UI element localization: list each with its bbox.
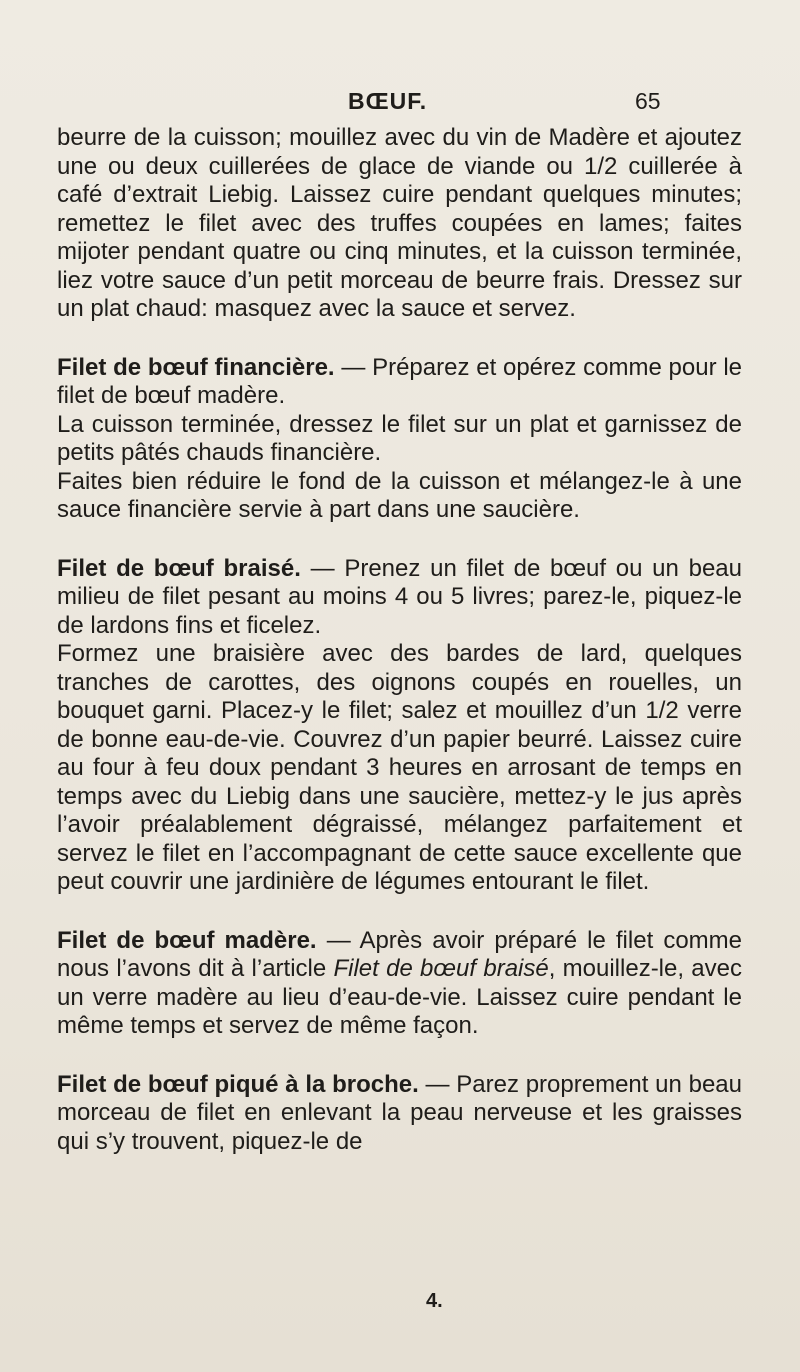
- recipe-title: Filet de bœuf piqué à la broche.: [57, 1070, 419, 1098]
- page-number: 65: [635, 88, 661, 114]
- recipe-text: — Parez proprement un beau morceau de filet en enlevant la peau nerveuse et les graisses qui s’y trouvent, piquez-le de: [57, 1070, 743, 1155]
- recipe-filet-braise: [57, 555, 742, 641]
- paragraph-text: beurre de la cuisson; mouillez avec du vin de Madère et ajoutez une ou deux cuillerées de glace de viande ou 1/2 cuillerée à café d’extrait Liebig. Laissez cuire pendant quelques minutes; remettez le filet avec des truffes coupées en lames; faites mijoter pendant quatre ou cinq minutes, et la cuisson terminée, liez votre sauce d’un petit morceau de beurre frais. Dressez sur un plat chaud: masquez avec la sauce et servez.: [57, 124, 742, 322]
- paragraph: [57, 411, 742, 468]
- recipe-text: — Préparez et opérez comme pour le filet de bœuf madère.: [57, 353, 742, 409]
- recipe-title: Filet de bœuf financière.: [57, 353, 335, 381]
- paragraph-text: Faites bien réduire le fond de la cuisson et mélangez-le à une sauce financière servie à part dans une saucière.: [57, 467, 742, 523]
- running-head: [0, 88, 800, 116]
- recipe-text: — Prenez un filet de bœuf ou un beau milieu de filet pesant au moins 4 ou 5 livres; parez-le, piquez-le de lardons fins et ficelez.: [57, 554, 742, 639]
- recipe-filet-financiere: [57, 354, 742, 411]
- paragraph: [57, 640, 742, 897]
- paragraph: [57, 468, 742, 525]
- cross-reference: Filet de bœuf braisé: [333, 955, 549, 982]
- running-title: BŒUF.: [348, 88, 428, 114]
- recipe-filet-madere: [57, 927, 742, 1041]
- paragraph-continuation: [57, 124, 742, 324]
- recipe-text: , mouillez-le, avec un verre madère au lieu d’eau-de-vie. Laissez cuire pendant le même temps et servez de même façon.: [57, 955, 742, 1039]
- recipe-filet-broche: [57, 1071, 742, 1157]
- recipe-title: Filet de bœuf madère.: [57, 926, 317, 954]
- recipe-title: Filet de bœuf braisé.: [57, 554, 301, 582]
- signature-mark: 4.: [426, 1290, 443, 1312]
- recipe-text: — Après avoir préparé le filet comme nous l’avons dit à l’article: [57, 926, 742, 982]
- paragraph-text: Formez une braisière avec des bardes de lard, quelques tranches de carottes, des oignons coupés en rouelles, un bouquet garni. Placez-y le filet; salez et mouillez d’un 1/2 verre de bonne eau-de-vie. Couvrez d’un papier beurré. Laissez cuire au four à feu doux pendant 3 heures en arrosant de temps en temps avec du Liebig dans une saucière, mettez-y le jus après l’avoir préalablement dégraissé, mélangez parfaitement et servez le filet en l’accompagnant de cette sauce excellente que peut couvrir une jardinière de légumes entourant le filet.: [57, 640, 742, 895]
- body-text: [57, 124, 742, 1156]
- paragraph-text: La cuisson terminée, dressez le filet sur un plat et garnissez de petits pâtés chauds financière.: [57, 410, 742, 466]
